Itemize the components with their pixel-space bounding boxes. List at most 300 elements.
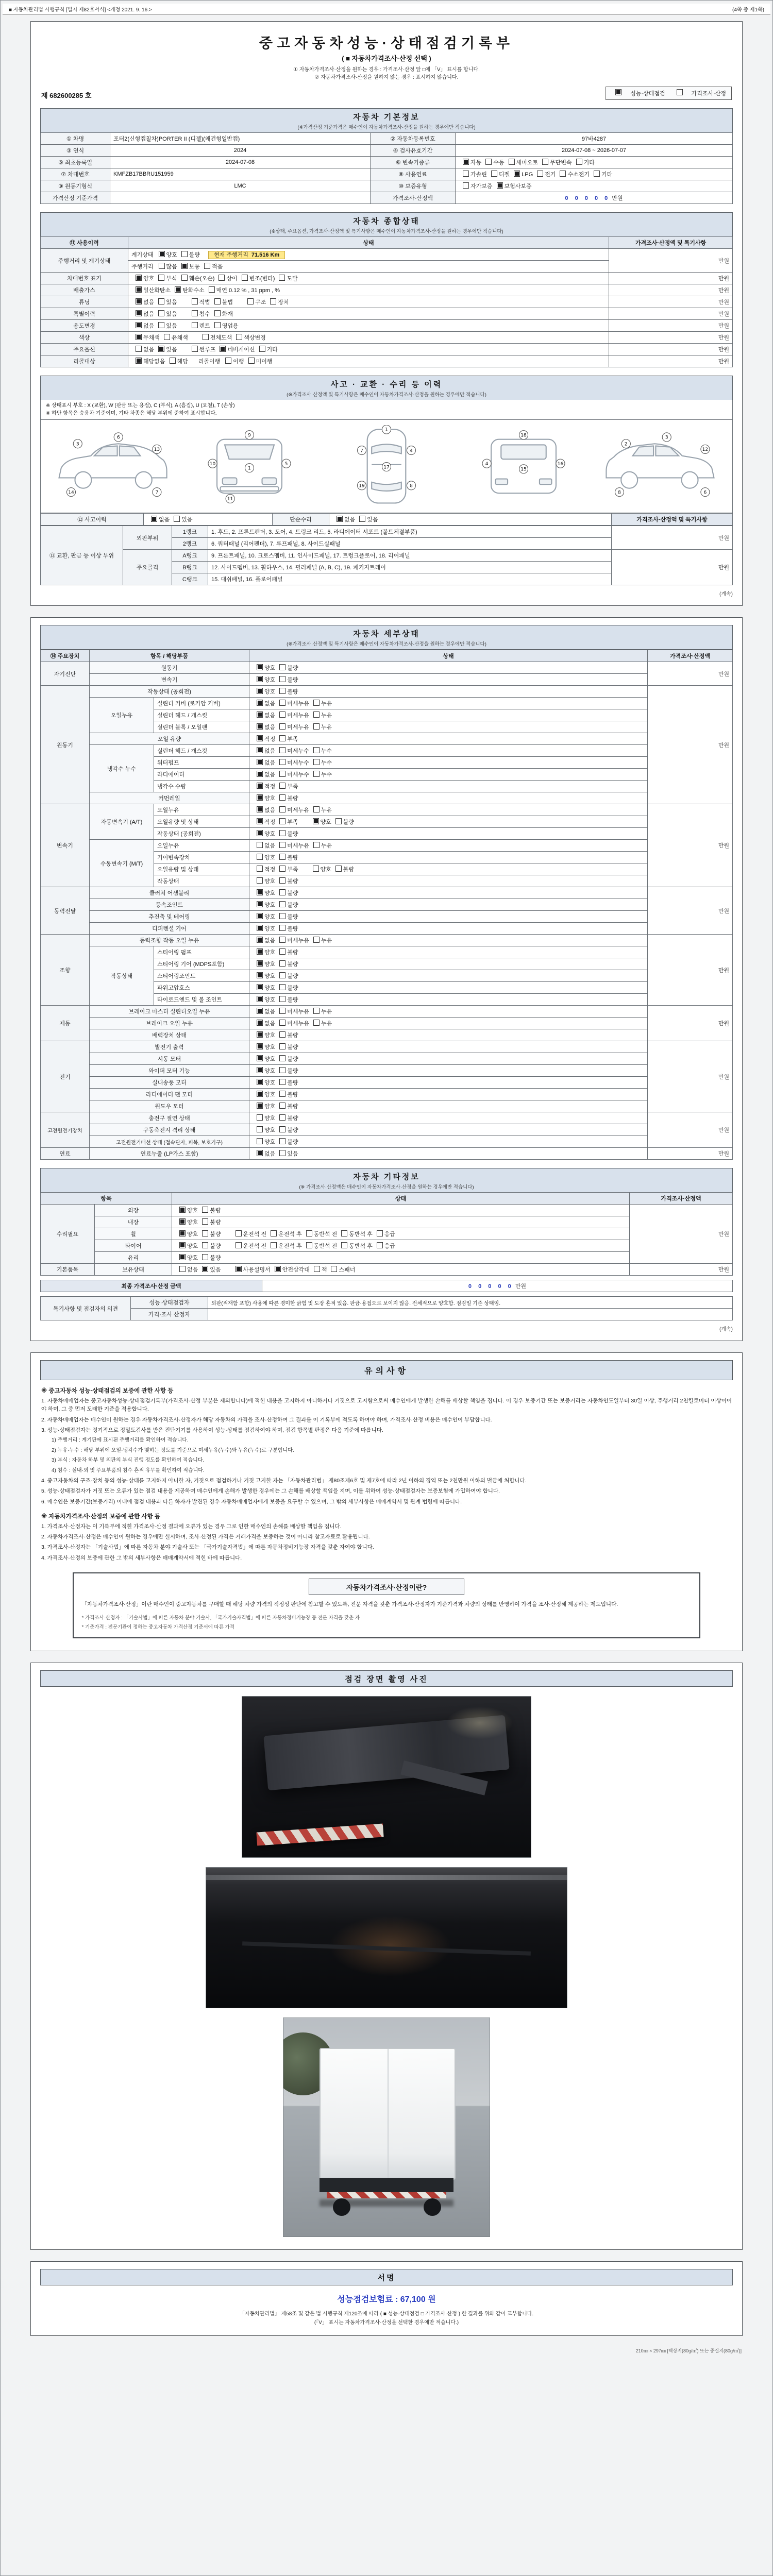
check-label: 양호 <box>264 855 276 861</box>
accident-history-table-host <box>40 513 733 526</box>
cell-text: 작동상태 <box>157 878 179 885</box>
checkbox-unchecked <box>279 842 285 848</box>
document-title: 중고자동차성능·상태점검기록부 <box>259 36 514 51</box>
checkbox-unchecked <box>279 937 285 943</box>
form-cell <box>41 887 90 935</box>
check-label: 자가보증 <box>470 183 493 190</box>
form-cell <box>612 550 733 585</box>
checkbox-unchecked <box>257 1126 263 1132</box>
check-label: 양호 <box>264 878 276 885</box>
check-label: 있음 <box>181 517 193 523</box>
checkbox-unchecked <box>158 275 164 281</box>
form-cell <box>371 133 456 145</box>
form-cell <box>154 745 249 757</box>
cell-text: 만원 <box>718 359 729 365</box>
check-label: 양호 <box>264 1080 276 1086</box>
checkbox-unchecked <box>181 251 188 257</box>
checkbox-unchecked <box>313 1020 320 1026</box>
basic-info-table-host <box>40 132 733 204</box>
checkbox-checked <box>257 664 263 670</box>
document-number: 제 682600285 호 <box>41 92 92 99</box>
form-cell <box>208 550 612 562</box>
cell-text: ⑦ 차대번호 <box>61 172 90 178</box>
checkbox-unchecked <box>341 1242 347 1248</box>
form-cell <box>41 296 128 308</box>
checkbox-checked <box>463 159 469 165</box>
checkbox-unchecked <box>279 854 285 860</box>
cell-text: 외판(적재함 포함) 사용에 따른 경미한 긁힘 및 도장 흔적 있음. 판금·용접으로 보이지 않음. 전체적으로 양호함. 점검일 기준 상태임. <box>211 1300 500 1307</box>
mileage-label: 현재 주행거리 <box>214 252 248 258</box>
form-cell <box>249 958 648 970</box>
cell-text: 배력장치 상태 <box>152 1032 187 1039</box>
form-cell <box>128 273 609 284</box>
form-cell <box>249 1112 648 1124</box>
checkbox-checked <box>257 771 263 777</box>
form-cell <box>329 514 612 526</box>
cell-text: ⑫ 사고이력 <box>77 517 107 523</box>
checkbox-checked <box>179 1254 186 1260</box>
check-label: 없음 <box>264 724 276 731</box>
cell-suffix: 만원 <box>513 1283 527 1290</box>
check-label: 누유 <box>321 724 332 731</box>
form-cell <box>249 852 648 863</box>
cell-text: ① 차명 <box>66 136 85 142</box>
form-cell <box>128 284 609 296</box>
checkbox-checked <box>497 182 503 189</box>
cell-text: 발전기 출력 <box>155 1044 184 1050</box>
form-cell <box>123 526 172 550</box>
form-cell <box>90 686 249 698</box>
price-appraisal-box-note-2: * 기준가격 : 전문기관이 정하는 중고자동차 가격산정 기준서에 따른 가격 <box>81 1624 234 1630</box>
check-label: 양호 <box>320 819 331 825</box>
form-cell <box>208 573 612 585</box>
checkbox-unchecked <box>236 1242 242 1248</box>
check-label: 부족 <box>287 736 298 742</box>
checkbox-checked <box>275 1266 281 1272</box>
form-cell <box>249 650 648 662</box>
checkbox-unchecked <box>158 298 164 304</box>
checkbox-checked <box>179 1218 186 1225</box>
cell-text: 주행거리 및 계기상태 <box>58 258 111 264</box>
cell-text: 12. 사이드멤버, 13. 휠하우스, 14. 필러패널 (A, B, C), 19. 패키지트레이 <box>211 565 386 571</box>
checkbox-unchecked <box>279 676 285 682</box>
form-cell <box>249 828 648 840</box>
form-cell <box>41 273 128 284</box>
panel-number: 2 <box>624 442 628 447</box>
checkbox-checked <box>181 263 188 269</box>
check-label: 부족 <box>287 819 298 825</box>
cell-text: C랭크 <box>182 577 198 583</box>
check-label: 양호 <box>264 795 276 802</box>
checkbox-unchecked <box>313 1008 320 1014</box>
check-label: 불량 <box>287 926 298 932</box>
check-label: 침수 <box>199 311 210 317</box>
check-label: 미세누유 <box>287 1021 309 1027</box>
checkbox-unchecked <box>279 771 285 777</box>
cell-text: 만원 <box>718 1127 729 1133</box>
form-cell <box>249 1065 648 1077</box>
form-cell <box>609 344 733 355</box>
check-group-label: 리콜이행 <box>198 359 221 365</box>
form-cell <box>90 899 249 911</box>
check-label: 양호 <box>264 1115 276 1122</box>
form-cell <box>612 526 733 550</box>
section-header-overall <box>40 212 733 236</box>
cell-text: 기본품목 <box>56 1267 79 1273</box>
cell-text: ⑤ 최초등록일 <box>58 160 93 166</box>
cell-text: 제동 <box>59 1021 71 1027</box>
form-cell <box>249 769 648 781</box>
form-cell <box>648 650 733 662</box>
checkbox-unchecked <box>335 866 342 872</box>
cell-text: 추진축 및 베어링 <box>148 914 190 920</box>
checkbox-unchecked <box>192 298 198 304</box>
check-label: 불량 <box>210 1243 221 1249</box>
cell-text: 만원 <box>718 742 729 749</box>
form-cell <box>249 662 648 674</box>
form-cell <box>41 249 128 273</box>
cell-text: 자기진단 <box>54 671 76 677</box>
check-label: 화재 <box>222 311 233 317</box>
form-cell <box>172 1205 630 1216</box>
checkbox-checked <box>257 794 263 801</box>
car-diagram-front <box>185 425 314 507</box>
checkbox-checked <box>136 286 142 293</box>
check-label: 없음 <box>264 772 276 778</box>
form-cell <box>249 840 648 852</box>
checkbox-unchecked <box>257 866 263 872</box>
overall-condition-table-host-table <box>40 236 733 367</box>
check-label: 있음 <box>287 1151 298 1157</box>
check-label: 누수 <box>321 748 332 754</box>
final-price-table-host <box>40 1280 733 1292</box>
form-cell <box>249 1006 648 1018</box>
checkbox-unchecked <box>279 1055 285 1061</box>
form-cell <box>154 958 249 970</box>
form-cell <box>90 1006 249 1018</box>
cell-text: 작동상태 (공회전) <box>147 689 191 695</box>
form-cell <box>41 1041 90 1112</box>
checkbox-unchecked <box>257 842 263 848</box>
notice-subitem: 2) 누유·누수 : 해당 부위에 오일·냉각수가 맺히는 정도를 기준으로 미세누유(누수)와 누유(누수)로 구분합니다. <box>52 1447 294 1453</box>
checkbox-unchecked <box>214 310 221 316</box>
check-label: 적정 <box>264 736 276 742</box>
cell-text: 전기 <box>59 1074 71 1080</box>
check-label: 보험사보증 <box>504 183 532 190</box>
checkbox-unchecked <box>202 1218 208 1225</box>
cell-suffix: 0.12 % , 31 ppm , % <box>227 287 280 294</box>
checkbox-checked <box>136 358 142 364</box>
mileage-highlight <box>208 251 285 259</box>
form-cell <box>172 1193 630 1205</box>
form-cell <box>249 792 648 804</box>
form-cell <box>90 674 249 686</box>
check-label: 양호 <box>264 997 276 1003</box>
checkbox-checked <box>179 1207 186 1213</box>
checkbox-unchecked <box>537 171 543 177</box>
car-diagram-top <box>322 425 451 507</box>
form-cell <box>609 237 733 249</box>
form-cell <box>90 946 154 1006</box>
panel-number: 6 <box>703 490 707 496</box>
check-label: 불량 <box>287 1092 298 1098</box>
checkbox-unchecked <box>279 1138 285 1144</box>
form-cell <box>371 192 456 204</box>
check-label: 적법 <box>199 299 210 306</box>
checkbox-unchecked <box>279 1008 285 1014</box>
check-label: 양호 <box>264 1032 276 1039</box>
check-label: 불량 <box>287 689 298 695</box>
form-cell <box>249 994 648 1006</box>
check-label: 성능·상태점검 <box>630 91 665 97</box>
form-cell <box>41 320 128 332</box>
checkbox-unchecked <box>359 516 365 522</box>
form-cell <box>648 1112 733 1148</box>
checkbox-unchecked <box>202 1242 208 1248</box>
car-diagram-rear <box>459 425 588 507</box>
form-cell <box>371 180 456 192</box>
form-cell <box>95 1228 172 1240</box>
check-label: 전기 <box>545 172 556 178</box>
check-label: 있음 <box>166 323 177 329</box>
photo-truck-cargo-box <box>320 2048 456 2180</box>
check-label: 적음 <box>212 264 223 270</box>
check-label: 없음 <box>264 748 276 754</box>
form-cell <box>249 757 648 769</box>
checkbox-unchecked <box>279 1031 285 1038</box>
form-cell <box>612 514 733 526</box>
form-cell <box>123 550 172 585</box>
checkbox-unchecked <box>341 1230 347 1236</box>
check-label: 양호 <box>264 985 276 991</box>
checkbox-checked <box>257 1079 263 1085</box>
cell-text: 라디에이터 팬 모터 <box>145 1092 193 1098</box>
form-cell <box>208 1297 733 1309</box>
cell-text: 연료 <box>59 1151 71 1157</box>
panel-number: 3 <box>665 435 668 440</box>
check-label: 양호 <box>187 1231 198 1238</box>
cell-suffix: 만원 <box>610 195 623 201</box>
form-cell <box>41 237 128 249</box>
form-cell <box>249 745 648 757</box>
form-cell <box>648 935 733 1006</box>
checkbox-unchecked <box>257 1114 263 1121</box>
price-appraisal-info-box <box>73 1572 701 1638</box>
checkbox-checked <box>136 298 142 304</box>
section-note: (※상태, 주요옵션, 가격조사·산정액 및 특기사항은 매수인이 자동차가격조사·산정을 원하는 경우에만 적습니다) <box>270 229 503 234</box>
form-cell <box>249 804 648 816</box>
check-label: 미이행 <box>256 359 273 365</box>
checkbox-unchecked <box>279 960 285 967</box>
check-label: 운전석 후 <box>278 1243 302 1249</box>
check-label: 불량 <box>287 878 298 885</box>
section-header-signature <box>40 2269 733 2285</box>
checkbox-unchecked <box>202 1254 208 1260</box>
check-label: 운전석 후 <box>278 1231 302 1238</box>
notice-item: 5. 성능·상태점검자가 거짓 또는 오류가 있는 점검 내용을 제공하여 매수인에게 손해가 발생한 경우에는 그 손해를 배상할 책임을 지며, 이를 위하여 성능·상태점검자는 보증보험에 가입하여야 합니다. <box>41 1488 500 1495</box>
check-label: 탄화수소 <box>182 287 205 294</box>
sheet-photos <box>30 1663 743 2250</box>
check-label: 있음 <box>210 1267 221 1273</box>
check-label: 잭 <box>321 1267 327 1273</box>
checkbox-checked <box>257 700 263 706</box>
cell-text: 2랭크 <box>182 541 197 547</box>
form-cell <box>609 332 733 344</box>
form-cell <box>41 662 90 686</box>
inspection-photo-underbody-1 <box>242 1696 531 1858</box>
checkbox-unchecked <box>279 783 285 789</box>
panel-number: 10 <box>209 461 216 467</box>
photo-safety-stripe <box>256 1823 384 1845</box>
checkbox-unchecked <box>279 972 285 978</box>
check-label: 미세누유 <box>287 938 309 944</box>
form-cell <box>609 355 733 367</box>
check-label: 불량 <box>287 1127 298 1133</box>
form-cell <box>90 733 249 745</box>
form-cell <box>95 1240 172 1252</box>
cell-text: 리콜대상 <box>73 359 95 365</box>
check-label: 양호 <box>187 1243 198 1249</box>
cell-text: 가격조사·산정액 및 특기사항 <box>635 240 707 246</box>
check-label: 누유 <box>321 1009 332 1015</box>
panel-number: 16 <box>557 461 564 467</box>
check-label: 불량 <box>189 252 200 258</box>
cell-text: 작동상태 <box>110 973 133 979</box>
checkbox-unchecked <box>270 298 276 304</box>
cell-text: KMFZB17BBRU151959 <box>113 171 174 177</box>
form-cell <box>90 1089 249 1100</box>
page-number-note: (4쪽 중 제1쪽) <box>732 7 764 13</box>
form-cell <box>90 887 249 899</box>
check-label: 불법 <box>222 299 233 306</box>
form-cell <box>154 816 249 828</box>
checkbox-unchecked <box>279 889 285 895</box>
checkbox-unchecked <box>214 322 221 328</box>
checkbox-unchecked <box>236 334 242 340</box>
form-cell <box>609 320 733 332</box>
price-select-note-2: ② 자동차가격조사·산정을 원하지 않는 경우 : 표시하지 않습니다. <box>314 75 459 80</box>
cell-text: 실린더 블록 / 오일팬 <box>157 724 208 731</box>
section-header-etc <box>40 1168 733 1192</box>
check-label: 자동 <box>470 160 482 166</box>
inspector-remarks-table-host <box>40 1296 733 1320</box>
checkbox-unchecked <box>677 89 683 95</box>
notice-item: 4. 가격조사·산정의 보증에 관한 그 밖의 세부사항은 매매계약서에 적힌 바에 따릅니다. <box>41 1554 242 1561</box>
check-label: 있음 <box>166 347 177 353</box>
inspection-insurance-fee <box>40 2293 733 2304</box>
inspection-photos <box>40 1687 733 2241</box>
cell-text: 외장 <box>127 1208 139 1214</box>
form-cell <box>110 145 371 157</box>
checkbox-checked <box>257 759 263 765</box>
checkbox-checked <box>257 1008 263 1014</box>
checkbox-unchecked <box>204 263 210 269</box>
checkbox-checked <box>158 346 164 352</box>
section-note: (※ 가격조사·산정액은 매수인이 자동차가격조사·산정을 원하는 경우에만 적습니다) <box>299 1184 474 1190</box>
check-label: 없음 <box>143 311 155 317</box>
section-note: (※가격산정 기준가격은 매수인이 자동차가격조사·산정을 원하는 경우에만 적습니다) <box>297 125 476 130</box>
checkbox-unchecked <box>279 866 285 872</box>
panel-number: 6 <box>116 435 120 440</box>
basic-info-table-host-table <box>40 132 733 204</box>
form-cell <box>41 344 128 355</box>
check-label: 동반석 전 <box>313 1243 338 1249</box>
checkbox-unchecked <box>306 1242 312 1248</box>
form-cell <box>262 1280 733 1292</box>
check-label: 부족 <box>287 867 298 873</box>
form-cell <box>154 840 249 852</box>
section-header-photos <box>40 1670 733 1687</box>
checkbox-checked <box>257 937 263 943</box>
check-label: 없음 <box>264 713 276 719</box>
checkbox-unchecked <box>314 1266 320 1272</box>
cell-text: 오일누유 <box>157 807 179 814</box>
cell-text: 실린더 커버 (로커암 커버) <box>157 701 221 707</box>
form-cell <box>154 769 249 781</box>
cell-text: 스티어링조인트 <box>157 973 196 979</box>
checkbox-unchecked <box>279 1114 285 1121</box>
form-cell <box>249 863 648 875</box>
checkbox-checked <box>257 901 263 907</box>
panel-number: 8 <box>618 490 621 496</box>
form-cell <box>154 698 249 709</box>
form-cell <box>208 1309 733 1320</box>
checkbox-checked <box>257 747 263 753</box>
panel-number: 19 <box>359 483 365 489</box>
cell-text: ⑨ 원동기형식 <box>58 183 93 190</box>
checkbox-unchecked <box>279 1067 285 1073</box>
detail-condition-table-host <box>40 650 733 1160</box>
form-cell <box>154 709 249 721</box>
check-label: 양호 <box>166 252 177 258</box>
cell-text: 배출가스 <box>73 287 95 294</box>
form-cell <box>41 180 110 192</box>
checkbox-unchecked <box>136 346 142 352</box>
checkbox-unchecked <box>313 700 320 706</box>
checkbox-checked <box>615 89 621 95</box>
check-label: 유채색 <box>171 335 188 341</box>
form-cell <box>131 1309 208 1320</box>
cell-text: 만원 <box>718 565 729 571</box>
price-appraisal-box-body: 「자동차가격조사·산정」이란 매수인이 중고자동차를 구매할 때 해당 차량 가격의 적정성 판단에 참고할 수 있도록, 전문 자격을 갖춘 가격조사·산정자가 기준가격과 차량의 상태를 반영하여 가격을 조사·산정해 제공하는 제도입니다. <box>81 1601 618 1608</box>
checkbox-checked <box>514 171 520 177</box>
continued-marker: (계속) <box>719 1327 733 1332</box>
notices-title: 유의사항 <box>40 1360 733 1380</box>
checkbox-unchecked <box>181 275 188 281</box>
form-cell <box>208 562 612 573</box>
checkbox-unchecked <box>225 358 231 364</box>
check-label: 보통 <box>189 264 200 270</box>
check-label: 불량 <box>287 1056 298 1062</box>
checkbox-unchecked <box>279 723 285 730</box>
checkbox-unchecked <box>271 1230 277 1236</box>
form-cell <box>648 804 733 887</box>
checkbox-unchecked <box>242 275 248 281</box>
sheet-basic-info <box>30 21 743 606</box>
check-label: 양호 <box>264 914 276 920</box>
check-label: 없음 <box>187 1267 198 1273</box>
mileage-value: 71.516 Km <box>251 252 280 258</box>
form-cell <box>371 157 456 168</box>
panel-rank-table-host-table <box>40 526 733 585</box>
checkbox-checked <box>257 1091 263 1097</box>
checkbox-checked <box>257 1031 263 1038</box>
cell-text: 외판부위 <box>136 535 159 541</box>
checkbox-unchecked <box>279 1126 285 1132</box>
check-label: 장치 <box>278 299 289 306</box>
check-label: LPG <box>522 172 533 178</box>
check-label: 불량 <box>287 1080 298 1086</box>
